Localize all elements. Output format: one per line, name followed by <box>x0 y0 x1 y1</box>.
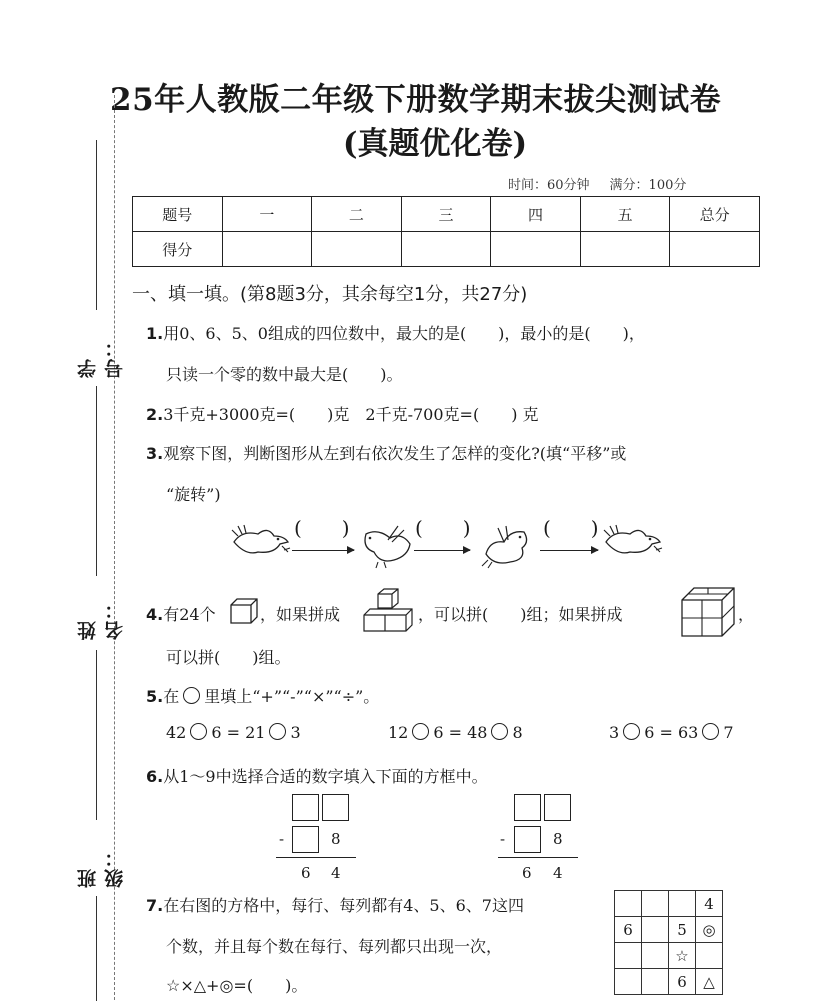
score-table-header-row <box>133 197 760 232</box>
score-cell[interactable] <box>580 232 670 267</box>
question-4-text: ，可以拼( )组；如果拼成 <box>418 605 623 624</box>
digit-box[interactable] <box>514 826 541 853</box>
operator-circle[interactable] <box>190 723 207 740</box>
dove-icon <box>228 522 294 562</box>
score-cell[interactable] <box>312 232 402 267</box>
question-number: 3. <box>146 444 164 463</box>
cube-icon <box>228 596 260 626</box>
score-table-header: 三 <box>401 197 491 232</box>
score-row-label: 得分 <box>133 232 223 267</box>
grid-cell <box>642 943 669 969</box>
operator-circle[interactable] <box>491 723 508 740</box>
digit: 6 <box>522 864 532 882</box>
equation-part: 12 <box>388 723 409 742</box>
question-6 <box>146 764 488 787</box>
grid-cell: ☆ <box>669 943 696 969</box>
score-table-header: 二 <box>312 197 402 232</box>
score-table-header: 五 <box>580 197 670 232</box>
question-text: 在右图的方格中，每行、每列都有4、5、6、7这四 <box>163 896 524 915</box>
name-label: 姓名： <box>77 598 126 640</box>
question-text: 有24个 <box>163 605 216 624</box>
question-text: 用0、6、5、0组成的四位数中，最大的是( )，最小的是( )， <box>163 324 645 343</box>
digit-box[interactable] <box>292 794 319 821</box>
grid-cell <box>642 917 669 943</box>
operator-circle[interactable] <box>702 723 719 740</box>
minus-sign: - <box>500 830 506 848</box>
score-cell[interactable] <box>401 232 491 267</box>
answer-blank[interactable]: ( ) <box>294 516 350 540</box>
binding-rule <box>96 896 97 1001</box>
digit: 4 <box>553 864 563 882</box>
question-7 <box>146 893 524 916</box>
equation-part: 6 = 21 <box>211 723 266 742</box>
question-text: 里填上“+”“-”“×”“÷”。 <box>204 687 380 706</box>
operator-circle[interactable] <box>269 723 286 740</box>
grid-cell <box>669 891 696 917</box>
full-score: 满分：100分 <box>609 178 687 193</box>
equation-part: 3 <box>609 723 620 742</box>
time-limit: 时间：60分钟 <box>508 178 590 193</box>
equation-part: 42 <box>166 723 187 742</box>
section-title: 一、填一填。(第8题3分，其余每空1分，共27分) <box>132 284 528 305</box>
dove-icon <box>480 524 538 570</box>
page-title: 25年人教版二年级下册数学期末拔尖测试卷 <box>110 82 722 118</box>
question-number: 5. <box>146 687 164 706</box>
question-7-line2: 个数，并且每个数在每行、每列都只出现一次， <box>166 937 503 956</box>
score-table-header: 题号 <box>133 197 223 232</box>
grid-cell <box>615 969 642 995</box>
class-label: 班级： <box>77 846 126 888</box>
question-5 <box>146 684 379 707</box>
question-text: 3千克+3000克=( )克 2千克-700克=( ) 克 <box>163 405 539 424</box>
latin-square-grid <box>614 890 723 995</box>
grid-cell: 5 <box>669 917 696 943</box>
question-2 <box>146 402 539 425</box>
digit-box[interactable] <box>322 794 349 821</box>
equation-part: 7 <box>723 723 734 742</box>
answer-blank[interactable]: ( ) <box>543 516 599 540</box>
question-4 <box>146 602 216 625</box>
equation-part: 8 <box>512 723 523 742</box>
score-cell[interactable] <box>670 232 760 267</box>
question-3-line2: “旋转”) <box>166 485 221 504</box>
equation-part: 6 = 48 <box>433 723 488 742</box>
arrow-icon <box>292 550 354 551</box>
digit-box[interactable] <box>292 826 319 853</box>
digit-box[interactable] <box>514 794 541 821</box>
dove-icon <box>600 522 666 562</box>
cube-stack-icon <box>362 588 416 632</box>
grid-cell: 6 <box>615 917 642 943</box>
score-cell[interactable] <box>491 232 581 267</box>
question-number: 2. <box>146 405 164 424</box>
grid-row <box>615 917 723 943</box>
grid-cell <box>642 891 669 917</box>
grid-row <box>615 891 723 917</box>
grid-cell <box>615 943 642 969</box>
equation-part: 3 <box>290 723 301 742</box>
question-4-text: ， <box>738 605 755 624</box>
grid-cell <box>615 891 642 917</box>
digit: 4 <box>331 864 341 882</box>
sum-line <box>276 857 356 858</box>
score-table-header: 总分 <box>670 197 760 232</box>
digit: 6 <box>301 864 311 882</box>
equation <box>609 723 734 742</box>
score-table-row <box>133 232 760 267</box>
digit: 8 <box>553 830 563 848</box>
exam-info <box>508 174 706 193</box>
digit: 8 <box>331 830 341 848</box>
question-4-text: ，如果拼成 <box>260 605 341 624</box>
question-4-line2: 可以拼( )组。 <box>166 648 291 667</box>
sum-line <box>498 857 578 858</box>
digit-box[interactable] <box>544 794 571 821</box>
score-table-header: 一 <box>222 197 312 232</box>
question-number: 7. <box>146 896 164 915</box>
grid-row <box>615 969 723 995</box>
operator-circle[interactable] <box>623 723 640 740</box>
question-3 <box>146 441 626 464</box>
operator-circle[interactable] <box>412 723 429 740</box>
grid-cell: 6 <box>669 969 696 995</box>
student-id-label: 学号： <box>77 336 126 378</box>
score-cell[interactable] <box>222 232 312 267</box>
binding-rule <box>96 140 97 310</box>
minus-sign: - <box>279 830 285 848</box>
equation <box>388 723 523 742</box>
question-number: 6. <box>146 767 164 786</box>
question-7-line3: ☆×△+◎=( )。 <box>166 976 308 995</box>
grid-cell: △ <box>696 969 723 995</box>
binding-rule <box>96 650 97 820</box>
large-cube-icon <box>680 586 736 638</box>
question-1 <box>146 321 645 344</box>
question-text: 观察下图，判断图形从左到右依次发生了怎样的变化?(填“平移”或 <box>163 444 627 463</box>
grid-cell <box>696 943 723 969</box>
question-number: 4. <box>146 605 164 624</box>
score-table-header: 四 <box>491 197 581 232</box>
grid-cell: ◎ <box>696 917 723 943</box>
question-1-line2: 只读一个零的数中最大是( )。 <box>166 365 403 384</box>
question-text: 从1～9中选择合适的数字填入下面的方框中。 <box>163 767 488 786</box>
circle-icon <box>183 687 200 704</box>
question-number: 1. <box>146 324 164 343</box>
grid-cell: 4 <box>696 891 723 917</box>
equation <box>166 723 301 742</box>
equation-part: 6 = 63 <box>644 723 699 742</box>
question-text: 在 <box>163 687 180 706</box>
arrow-icon <box>540 550 598 551</box>
grid-cell <box>642 969 669 995</box>
score-table <box>132 196 760 267</box>
grid-row <box>615 943 723 969</box>
dove-icon <box>358 522 416 570</box>
binding-rule <box>96 386 97 576</box>
answer-blank[interactable]: ( ) <box>415 516 471 540</box>
page-subtitle: (真题优化卷) <box>342 126 528 162</box>
arrow-icon <box>414 550 470 551</box>
